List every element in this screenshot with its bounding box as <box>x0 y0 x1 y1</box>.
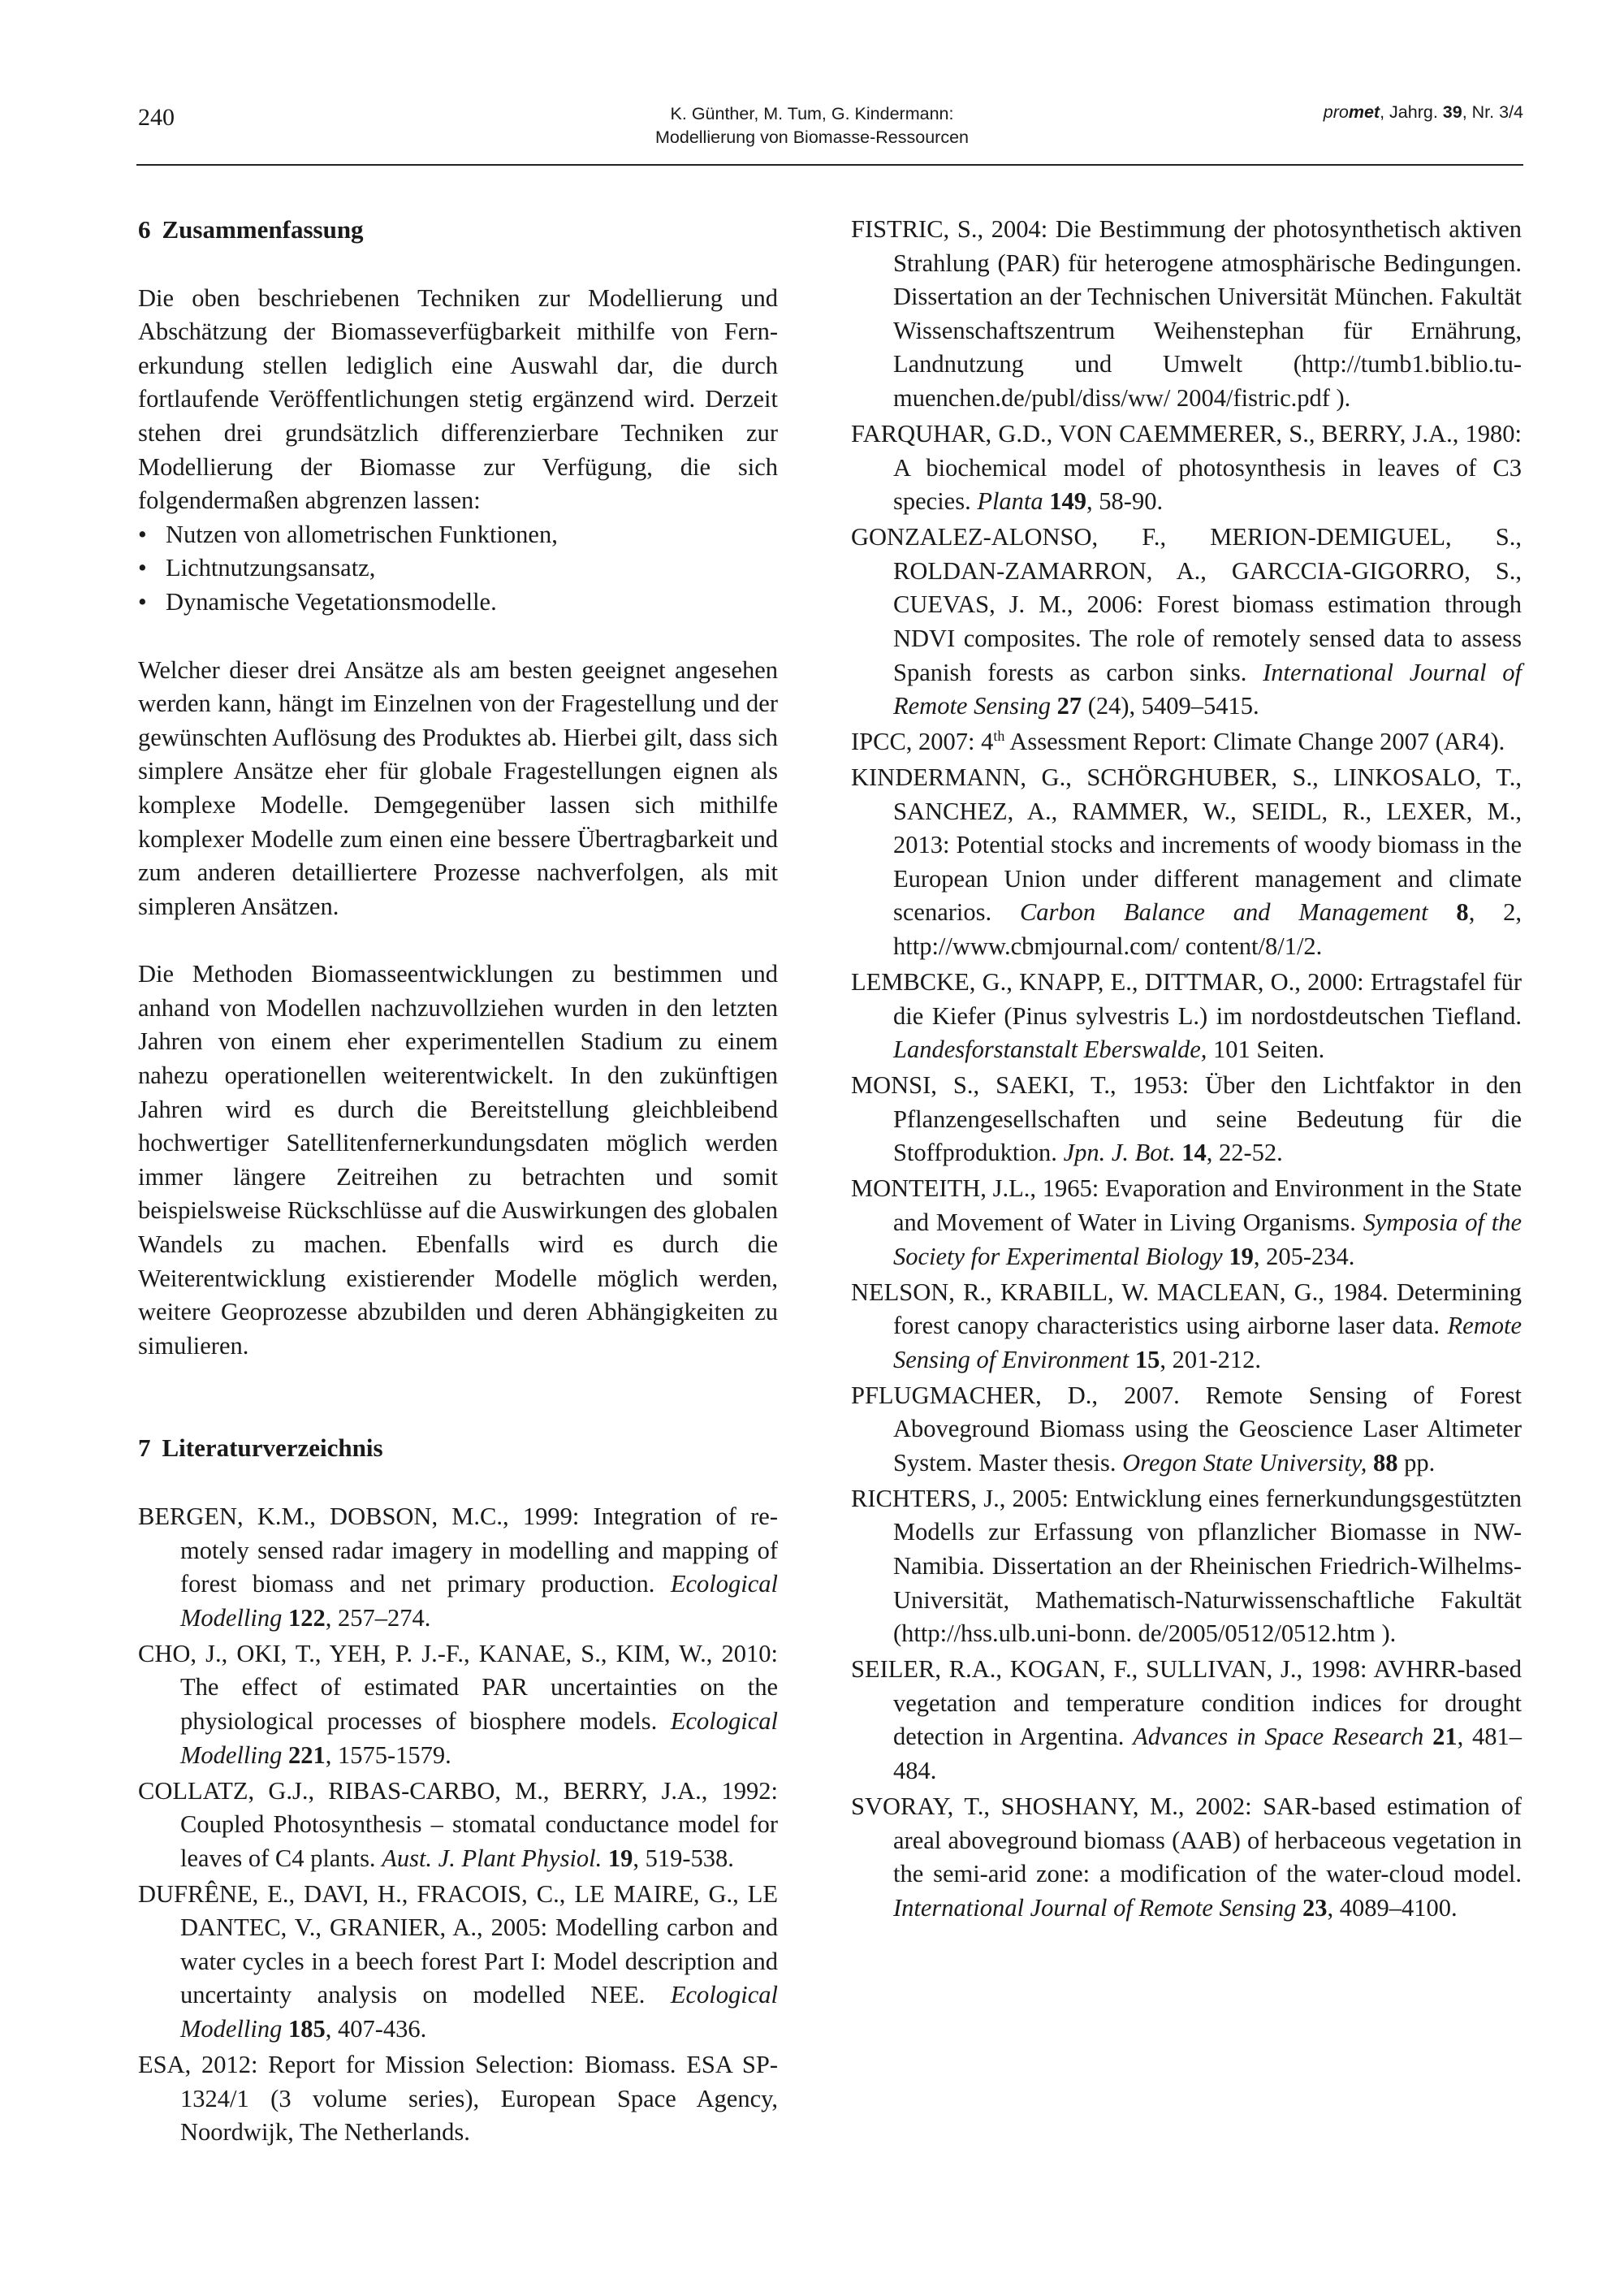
section-number: 6 <box>138 215 151 244</box>
reference-pages: , 201-212. <box>1160 1345 1261 1373</box>
reference-text: IPCC, 2007: 4 <box>851 728 994 756</box>
reference-text: MONTEITH, J.L., 1965: Evaporation and Environment in the State and Movement of Water in Living Organisms. <box>851 1174 1522 1236</box>
reference-entry <box>138 1500 778 1635</box>
section-heading-literaturverzeichnis <box>138 1431 778 1465</box>
reference-pages: 101 Seiten. <box>1207 1036 1325 1064</box>
journal-name-prefix: pro <box>1323 102 1349 122</box>
reference-text: LEMBCKE, G., KNAPP, E., DITTMAR, O., 2000: Ertragstafel für die Kiefer (Pinus sylvestris L.) im nordostdeutschen Tiefland. <box>851 968 1522 1030</box>
section-number: 7 <box>138 1433 151 1463</box>
page-header <box>0 99 1624 164</box>
reference-entry <box>138 1878 778 2047</box>
reference-volume: 19 <box>602 1844 633 1872</box>
reference-volume: 8 <box>1427 898 1469 927</box>
jahrgang-number: 39 <box>1442 102 1462 122</box>
reference-volume: 122 <box>282 1603 326 1632</box>
issue-label: , Nr. <box>1462 102 1500 122</box>
summary-paragraph-3: Die Methoden Biomasseentwicklungen zu bestimmen und anhand von Modellen nachzuvollziehen wurden in den letzten Jahren von einem eher experimentellen Stadium zu einem nahezu operationellen weiterentwickelt. In den zukünftigen Jahren wird es durch die Bereitstellung gleichbleibend hochwertiger Satellitenfernerkundungsdaten möglich werden immer längere Zeitreihen zu betrachten und somit beispielsweise Rückschlüsse auf die Auswirkungen des globalen Wandels zu machen. Ebenfalls wird es durch die Weiterentwicklung existierender Modelle möglich werden, weitere Geoprozesse abzubilden und deren Abhängigkeiten zu simulieren. <box>138 960 778 1360</box>
reference-text: FISTRIC, S., 2004: Die Bestimmung der photosynthetisch aktiven Strahlung (PAR) für heterogene atmosphärische Bedingungen. Dissertation an der Technischen Universität München. Fakultät Wissenschaftszentrum Weihenstephan für Ernährung, Landnutzung und Umwelt (http://tumb1.biblio.tu-muenchen.de/publ/diss/ww/ 2004/fistric.pdf ). <box>851 215 1522 412</box>
reference-journal: Oregon State University, <box>1122 1448 1367 1477</box>
reference-pages: , 2, http://www.cbmjournal.com/ content/8/1/2. <box>893 898 1522 961</box>
reference-pages: , 4089–4100. <box>1327 1893 1458 1922</box>
reference-journal: Ecological Modelling <box>180 1570 778 1632</box>
reference-journal: Landesforstanstalt Eberswalde, <box>893 1036 1207 1064</box>
reference-text: GONZALEZ-ALONSO, F., MERION-DEMIGUEL, S., ROLDAN-ZAMARRON, A., GARCCIA-GIGORRO, S., CUEVAS, J. M., 2006: Forest biomass estimation through NDVI composites. The role of remotely sensed data to assess Spanish forests as carbon sinks. <box>851 523 1522 686</box>
reference-pages: , 407-436. <box>325 2015 427 2043</box>
reference-entry <box>138 1637 778 1772</box>
reference-journal: Planta <box>977 487 1043 516</box>
running-authors: K. Günther, M. Tum, G. Kindermann: <box>670 104 954 123</box>
reference-text: CHO, J., OKI, T., YEH, P. J.-F., KANAE, S., KIM, W., 2010: The effect of estimated PAR uncertainties on the physiological processes of biosphere models. <box>138 1639 778 1735</box>
reference-entry <box>851 1069 1522 1170</box>
reference-entry <box>851 725 1522 759</box>
reference-journal: International Journal of Remote Sensing <box>893 1893 1297 1922</box>
reference-entry <box>851 1379 1522 1481</box>
reference-volume: 21 <box>1423 1723 1458 1751</box>
reference-entry <box>851 521 1522 724</box>
reference-journal: Aust. J. Plant Physiol. <box>382 1844 603 1872</box>
reference-text: FARQUHAR, G.D., VON CAEMMERER, S., BERRY, J.A., 1980: A biochemical model of photosynthesis in leaves of C3 species. <box>851 419 1522 516</box>
reference-superscript: th <box>993 727 1005 744</box>
reference-volume: 27 <box>1050 692 1082 720</box>
reference-text: SVORAY, T., SHOSHANY, M., 2002: SAR-based estimation of areal aboveground biomass (AAB) of herbaceous vegetation in the semi-arid zone: a modification of the water-cloud model. <box>851 1792 1522 1888</box>
running-title <box>455 102 1169 149</box>
reference-journal: Ecological Modelling <box>180 1706 778 1769</box>
reference-volume: 88 <box>1367 1448 1398 1477</box>
reference-volume: 14 <box>1175 1139 1207 1167</box>
reference-volume: 23 <box>1296 1893 1328 1922</box>
reference-entry <box>138 2048 778 2150</box>
reference-journal: International Journal of Remote Sensing <box>893 658 1522 720</box>
running-article-title: Modellierung von Biomasse-Ressourcen <box>655 128 969 147</box>
reference-volume: 15 <box>1129 1345 1160 1373</box>
reference-journal: Jpn. J. Bot. <box>1063 1139 1176 1167</box>
reference-entry <box>138 1775 778 1876</box>
reference-journal: Ecological Modelling <box>180 1981 778 2043</box>
reference-text: PFLUGMACHER, D., 2007. Remote Sensing of Forest Aboveground Biomass using the Geoscience Laser Altimeter System. Master thesis. <box>851 1381 1522 1477</box>
reference-entry <box>851 1482 1522 1651</box>
reference-text: NELSON, R., KRABILL, W. MACLEAN, G., 1984. Determining forest canopy characteristics using airborne laser data. <box>851 1278 1522 1340</box>
journal-info <box>1324 102 1523 123</box>
reference-text: BERGEN, K.M., DOBSON, M.C., 1999: Integration of remotely sensed radar imagery in modelling and mapping of forest biomass and net primary production. <box>138 1503 778 1598</box>
issue-number: 3/4 <box>1499 102 1523 122</box>
reference-entry <box>851 1653 1522 1788</box>
left-column <box>138 213 778 2151</box>
reference-pages: , 481–484. <box>893 1723 1522 1785</box>
reference-volume: 19 <box>1222 1242 1254 1270</box>
reference-pages: pp. <box>1397 1448 1436 1477</box>
reference-journal: Remote Sensing of Environment <box>893 1312 1522 1373</box>
journal-name-met: met <box>1348 102 1380 122</box>
journal-name <box>1324 102 1380 122</box>
reference-list-right <box>851 213 1522 1925</box>
reference-entry <box>851 1172 1522 1273</box>
reference-pages: , 519-538. <box>633 1844 734 1872</box>
reference-pages: , 257–274. <box>325 1603 431 1632</box>
section-title: Zusammenfassung <box>162 215 364 244</box>
reference-pages: (24), 5409–5415. <box>1082 692 1259 720</box>
reference-pages: , 1575-1579. <box>325 1740 451 1769</box>
reference-journal: Carbon Balance and Management <box>1019 898 1428 927</box>
reference-volume: 149 <box>1043 487 1087 516</box>
technique-list <box>138 518 778 620</box>
right-column <box>851 213 1522 1927</box>
reference-text: ESA, 2012: Report for Mission Selection: Biomass. ESA SP-1324/1 (3 volume series), European Space Agency, Noordwijk, The Netherlands. <box>138 2051 778 2147</box>
reference-pages: , 58-90. <box>1086 487 1164 516</box>
list-item: • Dynamische Vegetationsmodelle. <box>138 586 778 620</box>
reference-text-continued: Assessment Report: Climate Change 2007 (AR4). <box>1004 728 1505 756</box>
page-number: 240 <box>138 104 175 131</box>
section-heading-zusammenfassung <box>138 213 778 247</box>
reference-entry <box>851 213 1522 416</box>
reference-text: DUFRÊNE, E., DAVI, H., FRACOIS, C., LE MAIRE, G., LE DANTEC, V., GRANIER, A., 2005: Modelling carbon and water cycles in a beech forest Part I: Model description and uncertainty analysis on modelled NEE. <box>138 1879 778 2009</box>
reference-entry <box>851 417 1522 519</box>
reference-text: MONSI, S., SAEKI, T., 1953: Über den Lichtfaktor in den Pflanzengesellschaften und seine Bedeutung für die Stoffproduktion. <box>851 1071 1522 1167</box>
reference-text: RICHTERS, J., 2005: Entwicklung eines fernerkundungsgestützten Modells zur Erfassung von pflanzlicher Biomasse in NW-Namibia. Dissertation an der Rheinischen Friedrich-Wilhelms-Universität, Mathematisch-Naturwissenschaftliche Fakultät (http://hss.ulb.uni-bonn. de/2005/0512/0512.htm ). <box>851 1484 1522 1648</box>
reference-entry <box>851 966 1522 1067</box>
summary-paragraph-1: Die oben beschriebenen Techniken zur Modellierung und Abschätzung der Biomasseverfügbarkeit mithilfe von Fernerkundung stellen lediglich eine Auswahl dar, die durch fortlaufende Veröffentlichungen stetig ergänzend wird. Derzeit stehen drei grundsätzlich differenzierbare Techniken zur Modellierung der Biomasse zur Verfügung, die sich folgendermaßen abgrenzen lassen: <box>138 283 778 515</box>
reference-pages: , 22-52. <box>1206 1139 1283 1167</box>
reference-list-left <box>138 1500 778 2150</box>
reference-entry <box>851 761 1522 964</box>
list-item: • Nutzen von allometrischen Funktionen, <box>138 518 778 552</box>
reference-volume: 221 <box>282 1740 326 1769</box>
reference-text: KINDERMANN, G., SCHÖRGHUBER, S., LINKOSALO, T., SANCHEZ, A., RAMMER, W., SEIDL, R., LEXER, M., 2013: Potential stocks and increments of woody biomass in the European Union under different management and climate scenarios. <box>851 763 1522 927</box>
reference-pages: , 205-234. <box>1253 1242 1355 1270</box>
list-item: • Lichtnutzungsansatz, <box>138 551 778 586</box>
jahrgang-label: , Jahrg. <box>1380 102 1443 122</box>
reference-text: SEILER, R.A., KOGAN, F., SULLIVAN, J., 1998: AVHRR-based vegetation and temperature condition indices for drought detection in Argentina. <box>851 1655 1522 1751</box>
reference-journal: Symposia of the Society for Experimental Biology <box>893 1208 1522 1270</box>
section-title: Literaturverzeichnis <box>162 1433 383 1463</box>
summary-paragraph-2: Welcher dieser drei Ansätze als am besten geeignet angesehen werden kann, hängt im Einzelnen von der Fragestellung und der gewünschten Auflösung des Produktes ab. Hierbei gilt, dass sich simplere Ansätze eher für globale Fragestellungen eignen als komplexe Modelle. Demgegenüber lassen sich mithilfe komplexer Modelle zum einen eine bessere Übertragbarkeit und zum anderen detailliertere Prozesse nachverfolgen, als mit simpleren Ansätzen. <box>138 655 778 920</box>
reference-volume: 185 <box>282 2015 326 2043</box>
reference-entry <box>851 1790 1522 1925</box>
header-rule <box>136 164 1523 166</box>
reference-text: COLLATZ, G.J., RIBAS-CARBO, M., BERRY, J.A., 1992: Coupled Photosynthesis – stomatal conductance model for leaves of C4 plants. <box>138 1776 778 1872</box>
reference-journal: Advances in Space Research <box>1133 1723 1424 1751</box>
reference-entry <box>851 1276 1522 1377</box>
